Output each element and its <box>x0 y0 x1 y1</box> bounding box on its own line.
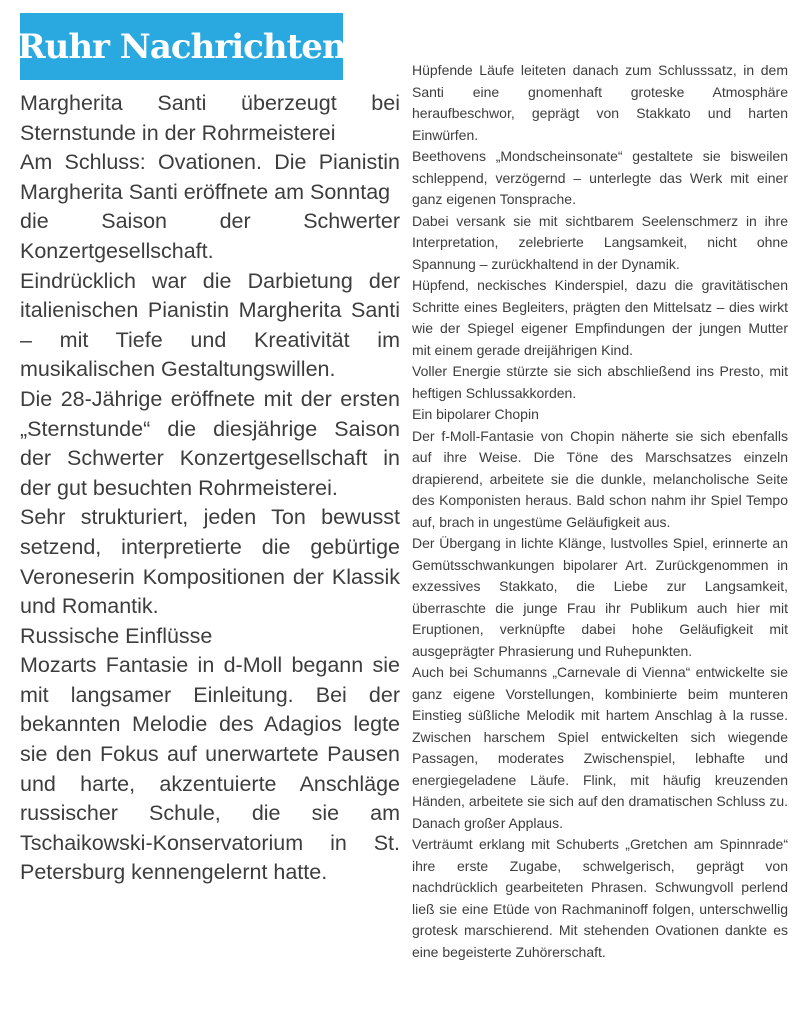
article-column-left <box>20 89 400 888</box>
article-paragraph: Beethovens „Mondscheinsonate“ gestaltete sie bisweilen schleppend, verzögernd – unterlegte das Werk mit einer ganz eigenen Tonsprache. <box>412 148 788 207</box>
article-column-right <box>412 60 788 963</box>
article-paragraph: Am Schluss: Ovationen. Die Pianistin Margherita Santi eröffnete am Sonntag <box>20 150 400 204</box>
article-paragraph: Verträumt erklang mit Schuberts „Gretchen am Spinnrade“ ihre erste Zugabe, schwelgerisch, geprägt von nachdrücklich gearbeiteten Phrasen. Schwungvoll perlend ließ sie eine Etüde von Rachmaninoff folgen, unterschwellig grotesk marschierend. Mit stehenden Ovationen dankte es eine begeisterte Zuhörerschaft. <box>412 836 788 960</box>
article-paragraph: Die 28-Jährige eröffnete mit der ersten „Sternstunde“ die diesjährige Saison der Schwerter Konzertgesellschaft in der gut besuchten Rohrmeisterei. <box>20 386 400 500</box>
article-subheading: Ein bipolarer Chopin <box>412 406 539 422</box>
article-paragraph: Eindrücklich war die Darbietung der italienischen Pianistin Margherita Santi – mit Tiefe und Kreativität im musikalischen Gestaltungswillen. <box>20 268 400 382</box>
article-paragraph: Voller Energie stürzte sie sich abschließend ins Presto, mit heftigen Schlussakkorden. <box>412 363 788 401</box>
article-paragraph: Mozarts Fantasie in d-Moll begann sie mit langsamer Einleitung. Bei der bekannten Melodie des Adagios legte sie den Fokus auf unerwartete Pausen und harte, akzentuierte Anschläge russischer Schule, die sie am Tschaikowski-Konservatorium in St. Petersburg kennengelernt hatte. <box>20 653 400 885</box>
article-paragraph: Der Übergang in lichte Klänge, lustvolles Spiel, erinnerte an Gemütsschwankungen bipolarer Art. Zurückgenommen in exzessives Stakkato, die Liebe zur Langsamkeit, überraschte die junge Frau ihr Publikum auch hier mit Eruptionen, verknüpfte dabei hohe Geläufigkeit mit ausgeprägter Phrasierung und Ruhepunkten. <box>412 535 788 659</box>
article-subheading: Russische Einflüsse <box>20 623 213 648</box>
article-paragraph: die Saison der Schwerter Konzertgesellschaft. <box>20 209 400 263</box>
article-paragraph: Dabei versank sie mit sichtbarem Seelenschmerz in ihre Interpretation, zelebrierte Langsamkeit, nicht ohne Spannung – zurückhaltend in der Dynamik. <box>412 212 788 272</box>
article-paragraph: Hüpfende Läufe leiteten danach zum Schlusssatz, in dem Santi eine gnomenhaft groteske Atmosphäre heraufbeschwor, geprägt von Stakkato und harten Einwürfen. <box>412 62 788 143</box>
article-paragraph: Margherita Santi überzeugt bei Sternstunde in der Rohrmeisterei <box>20 91 400 145</box>
masthead-title: Ruhr Nachrichten <box>17 26 346 67</box>
article-paragraph: Hüpfend, neckisches Kinderspiel, dazu die gravitätischen Schritte eines Begleiters, prägten den Mittelsatz – dies wirkt wie der Spiegel eigener Empfindungen der jungen Mutter mit einem gerade dreijährigen Kind. <box>412 277 788 358</box>
masthead-logo <box>17 13 346 80</box>
article-paragraph: Auch bei Schumanns „Carnevale di Vienna“ entwickelte sie ganz eigene Vorstellungen, kombinierte beim munteren Einstieg süßliche Melodik mit hartem Anschlag à la russe. Zwischen harschem Spiel entwickelten sich wiegende Passagen, moderates Zwischenspiel, lebhafte und energiegeladene Läufe. Flink, mit häufig kreuzenden Händen, arbeitete sie sich auf den dramatischen Schluss zu. Danach großer Applaus. <box>412 664 788 831</box>
article-paragraph: Der f-Moll-Fantasie von Chopin näherte sie sich ebenfalls auf ihre Weise. Die Töne des Marschsatzes einzeln drapierend, arbeitete sie die dunkle, melancholische Seite des Komponisten heraus. Bald schon nahm ihr Spiel Tempo auf, brach in ungestüme Geläufigkeit aus. <box>412 427 788 530</box>
article-paragraph: Sehr strukturiert, jeden Ton bewusst setzend, interpretierte die gebürtige Veroneserin Kompositionen der Klassik und Romantik. <box>20 505 400 619</box>
